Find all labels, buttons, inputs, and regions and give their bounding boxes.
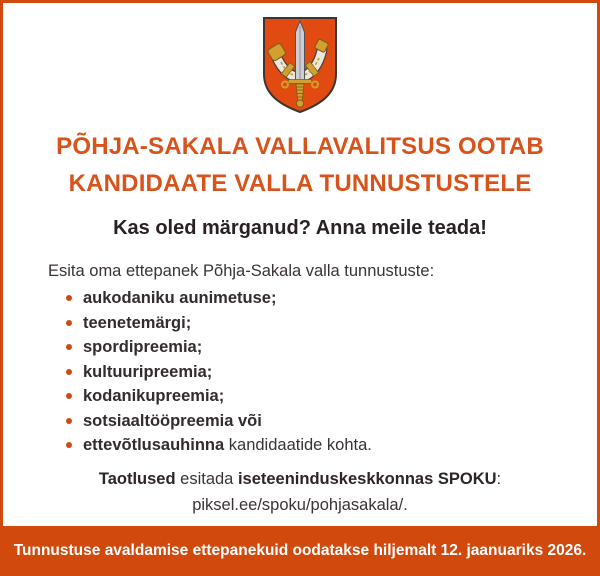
intro-text: Esita oma ettepanek Põhja-Sakala valla tunnustuste: [48,262,435,280]
list-item-bold: kultuuripreemia; [83,362,213,381]
bullet-dot-icon [66,369,72,375]
list-item-bold: sotsiaaltööpreemia või [83,411,262,430]
page-subtitle: Kas oled märganud? Anna meile teada! [113,217,487,239]
bullet-dot-icon [66,344,72,350]
bullet-dot-icon [66,295,72,301]
crest-container [3,16,597,114]
list-item-bold: spordipreemia; [83,338,203,356]
awards-list [66,286,597,458]
list-item-bold: kodanikupreemia; [83,387,225,405]
page-title [3,128,597,202]
list-item-bold: teenetemärgi; [83,313,192,332]
bullet-dot-icon [66,418,72,424]
bullet-dot-icon [66,393,72,399]
list-item-bold: aukodaniku aunimetuse; [83,289,277,307]
spoku-url-text: piksel.ee/spoku/pohjasakala/. [192,495,408,514]
apply-bold-spoku: iseteeninduskeskkonnas SPOKU [237,469,497,488]
list-item [66,360,597,385]
application-info [3,466,597,518]
page-title-line1: PÕHJA-SAKALA VALLAVALITSUS OOTAB [56,133,544,160]
apply-regular-esitada: esitada [175,469,238,488]
application-info-line1 [3,466,597,492]
list-item [66,409,597,434]
bullet-dot-icon [66,320,72,326]
apply-bold-taotlused: Taotlused [98,469,176,488]
list-item [66,311,597,336]
footer-banner [0,526,600,576]
list-item-bold: ettevõtlusauhinna [83,436,225,454]
deadline-text: Tunnustuse avaldamise ettepanekuid oodatakse hiljemalt 12. jaanuariks 2026. [13,542,587,559]
list-item-rest: kandidaatide kohta. [224,436,372,454]
list-item [66,335,597,360]
list-item [66,433,597,458]
list-item [66,286,597,311]
list-item [66,384,597,409]
page-title-line2: KANDIDAATE VALLA TUNNUSTUSTELE [68,170,532,197]
bullet-dot-icon [66,442,72,448]
coat-of-arms-icon [261,16,339,114]
apply-colon: : [496,469,502,488]
